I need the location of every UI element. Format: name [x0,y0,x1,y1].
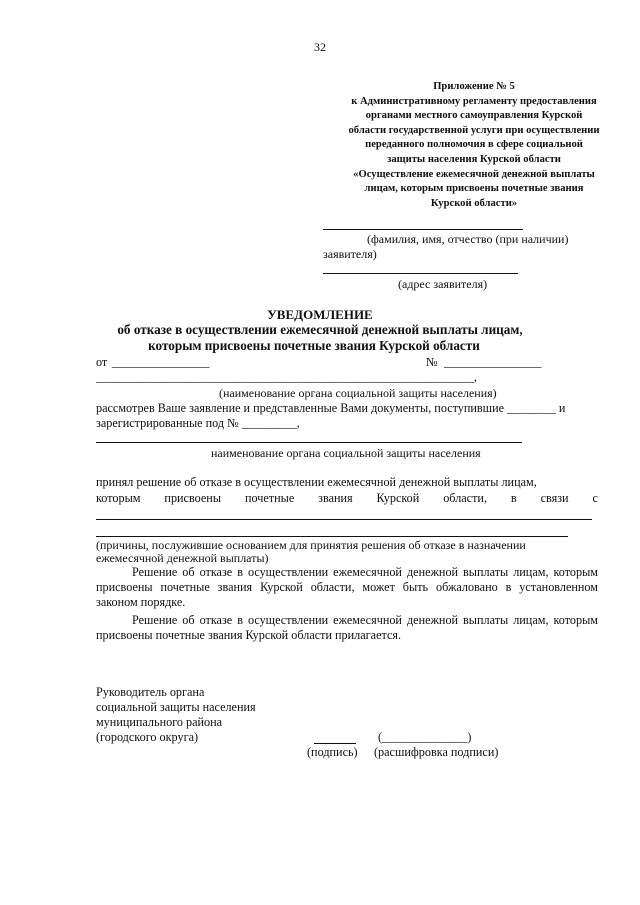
applicant-name-line [323,229,523,230]
appendix-block [316,80,632,211]
signatory-line: Руководитель органа [96,685,205,699]
decision-word: с [592,491,598,505]
appendix-line: области государственной услуги при осуществлении [348,124,600,136]
signatory-block [96,685,256,745]
reasons-line-2 [96,536,568,537]
applicant-address-line [323,273,518,274]
decision-word: присвоены [164,491,222,505]
reasons-line-1 [96,519,592,520]
org-name-caption: (наименование органа социальной защиты населения) [219,386,497,400]
org-caption-2: наименование органа социальной защиты населения [211,446,481,460]
signatory-line: (городского округа) [96,730,199,744]
decision-word: в [510,491,517,505]
signature-line [314,743,356,744]
appendix-line: переданного полномочия в сфере социальной [365,139,583,151]
reasons-caption: (причины, послужившие основанием для принятия решения об отказе в назначении [96,538,526,552]
reasons-caption-2: ежемесячной денежной выплаты) [96,551,269,565]
attached-paragraph: Решение об отказе в осуществлении ежемесячной денежной выплаты лицам, которым присвоены почетные звания Курской области прилагается. [96,613,598,642]
decode-blank: (______________) [378,730,472,744]
appendix-line: лицам, которым присвоены почетные звания [364,183,584,195]
from-blank: ________________ [112,355,210,369]
appendix-line: Курской области» [430,197,518,209]
signatory-line: муниципального района [96,715,223,729]
org-name-line: ______________________________________________________________, [96,370,477,384]
appeal-paragraph: Решение об отказе в осуществлении ежемесячной денежной выплаты лицам, которым присвоены почетные звания Курской области, может быть обжаловано в установленном законом порядке. [96,565,598,609]
notice-subtitle: об отказе в осуществлении ежемесячной денежной выплаты лицам, [117,322,523,337]
notice-subtitle-2: которым присвоены почетные звания Курской области [148,338,480,353]
number-blank: ________________ [444,355,542,369]
decision-word: звания [318,491,353,505]
appendix-line: «Осуществление ежемесячной денежной выплаты [353,168,595,180]
decision-word: Курской [376,491,420,505]
signature-caption: (подпись) [307,745,358,759]
applicant-name-caption-2: заявителя) [323,247,377,261]
considered-text: рассмотрев Ваше заявление и представленные Вами документы, поступившие ________ и [96,401,566,415]
org-line-2 [96,442,522,443]
page-number: 32 [314,40,326,54]
from-label: от [96,355,108,369]
appendix-line: Приложение № 5 [433,81,515,92]
appendix-line: к Административному регламенту предоставления [351,95,597,107]
number-label: № [426,355,438,369]
decode-caption: (расшифровка подписи) [374,745,499,759]
decision-word: области, [443,491,487,505]
appendix-line: защиты населения Курской области [387,153,561,165]
applicant-name-caption: (фамилия, имя, отчество (при наличии) [367,232,569,246]
signatory-line: социальной защиты населения [96,700,256,714]
decision-line-2 [96,491,598,506]
decision-line-1: принял решение об отказе в осуществлении ежемесячной денежной выплаты лицам, [96,475,537,489]
decision-word: связи [540,491,569,505]
notice-heading: УВЕДОМЛЕНИЕ [267,307,373,322]
appendix-line: органами местного самоуправления Курской [365,110,583,122]
decision-word: почетные [244,491,295,505]
registered-text: зарегистрированные под № _________, [96,416,300,430]
decision-word: которым [96,491,141,505]
applicant-address-caption: (адрес заявителя) [398,277,488,291]
